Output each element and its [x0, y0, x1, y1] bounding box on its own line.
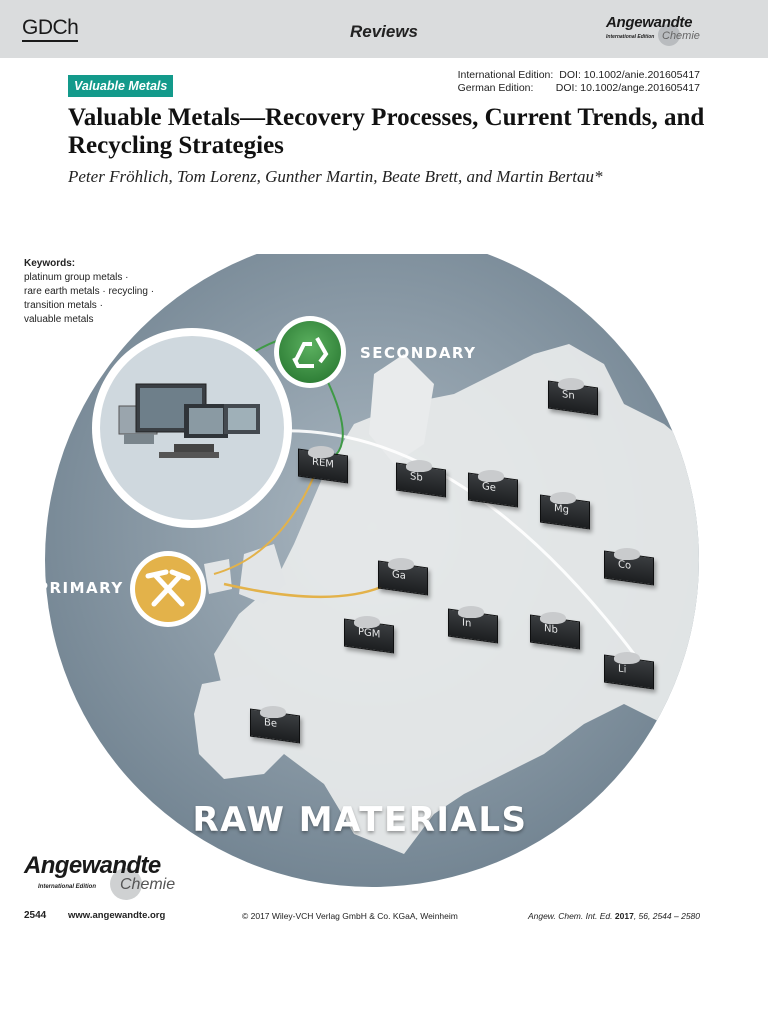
doi-value[interactable]: DOI: 10.1002/ange.201605417 — [555, 82, 700, 94]
article-title: Valuable Metals—Recovery Processes, Current Trends, and Recycling Strategies — [68, 104, 705, 159]
footer-logo-sub: International Edition — [38, 884, 96, 890]
doi-label: International Edition: — [457, 69, 554, 81]
drawer-sn: Sn — [548, 376, 596, 410]
drawer-ga: Ga — [378, 556, 426, 590]
doi-label: German Edition: — [457, 82, 534, 94]
drawer-li: Li — [604, 650, 652, 684]
drawer-sb: Sb — [396, 458, 444, 492]
drawer-pgm: PGM — [344, 614, 392, 648]
footer-logo-chem: Chemie — [120, 876, 176, 893]
raw-materials-label: RAW MATERIALS — [192, 800, 528, 840]
drawer-rem: REM — [298, 444, 346, 478]
footer-logo-main: Angewandte — [24, 852, 161, 879]
drawer-co: Co — [604, 546, 652, 580]
drawer-ge: Ge — [468, 468, 516, 502]
society-logo: GDCh — [22, 18, 78, 42]
drawer-in: In — [448, 604, 496, 638]
page-footer — [24, 910, 700, 924]
keywords-box — [24, 257, 154, 327]
citation-rest: , 56, 2544 – 2580 — [633, 911, 700, 921]
footer-journal-logo — [24, 852, 194, 900]
page-number: 2544 — [24, 910, 47, 921]
citation-journal: Angew. Chem. Int. Ed. — [527, 911, 613, 921]
label-secondary: SECONDARY — [360, 344, 477, 362]
copyright: © 2017 Wiley-VCH Verlag GmbH & Co. KGaA, Weinheim — [242, 911, 458, 921]
website-link[interactable]: www.angewandte.org — [68, 910, 166, 921]
label-primary: PRIMARY — [37, 579, 124, 597]
keyword-line: platinum group metals · — [24, 272, 129, 283]
doi-value[interactable]: DOI: 10.1002/anie.201605417 — [559, 69, 700, 81]
citation-year: 2017 — [614, 911, 634, 921]
keyword-line: rare earth metals · recycling · — [24, 286, 155, 297]
section-title: Reviews — [349, 22, 419, 41]
drawer-be: Be — [250, 704, 298, 738]
keyword-line: valuable metals — [24, 314, 94, 325]
doi-row — [458, 69, 700, 82]
doi-row — [458, 82, 700, 95]
header-bar — [0, 0, 768, 58]
journal-logo-sub: International Edition — [606, 34, 655, 40]
journal-logo-main: Angewandte — [606, 14, 693, 31]
citation — [528, 911, 700, 921]
journal-logo — [606, 14, 710, 50]
keyword-line: transition metals · — [24, 300, 103, 311]
article-authors: Peter Fröhlich, Tom Lorenz, Gunther Martin, Beate Brett, and Martin Bertau* — [68, 167, 603, 186]
keywords-heading: Keywords: — [24, 258, 76, 269]
category-tag: Valuable Metals — [68, 75, 173, 97]
journal-logo-chem: Chemie — [662, 30, 700, 42]
drawer-nb: Nb — [530, 610, 578, 644]
doi-block — [458, 69, 700, 95]
drawer-mg: Mg — [540, 490, 588, 524]
